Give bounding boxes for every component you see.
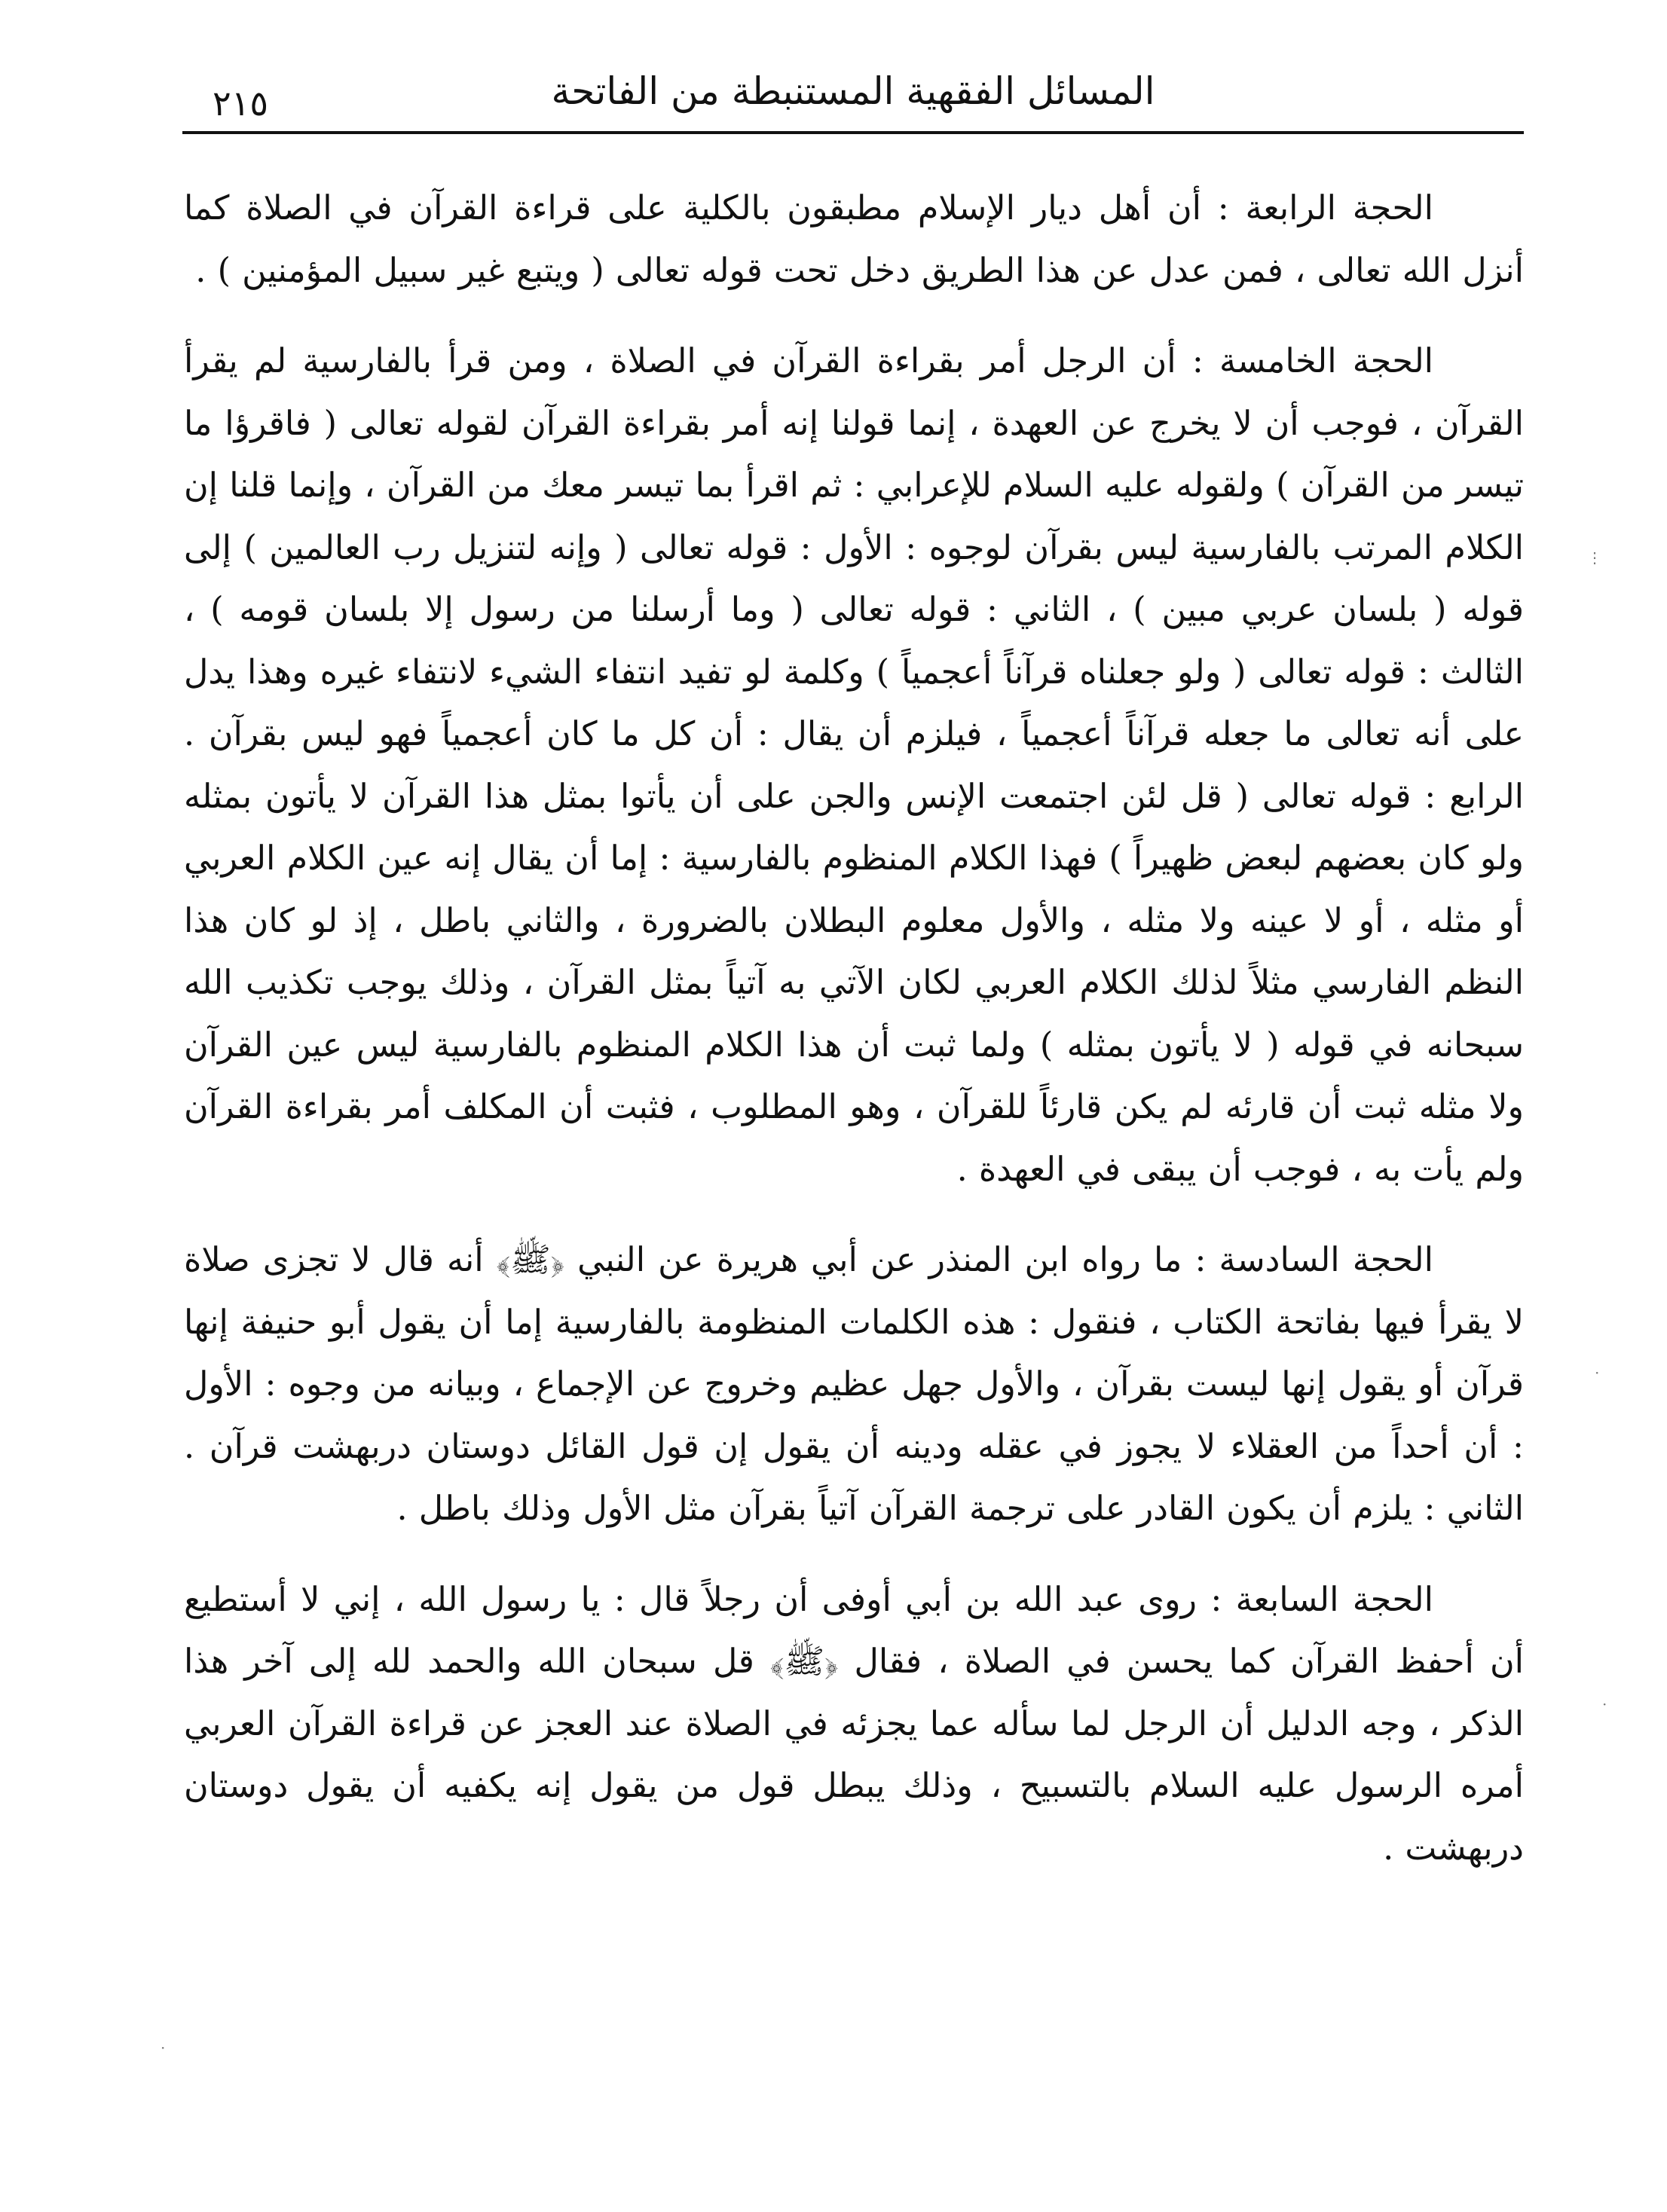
paragraph-label: الحجة السابعة : bbox=[1210, 1580, 1433, 1619]
paragraph-text: أن أهل ديار الإسلام مطبقون بالكلية على قراءة القرآن في الصلاة كما أنزل الله تعالى ، فمن عدل عن هذا الطريق دخل تحت قوله تعالى ( ويتبع غير سبيل المؤمنين ) . bbox=[184, 189, 1524, 290]
paragraph-text: ما رواه ابن المنذر عن أبي هريرة عن النبي ﴿ﷺ﴾ أنه قال لا تجزى صلاة لا يقرأ فيها بفاتحة الكتاب ، فنقول : هذه الكلمات المنظومة بالفارسية إما أن يقول أبو حنيفة إنها قرآن أو يقول إنها ليست بقرآن ، والأول جهل عظيم وخروج عن الإجماع ، وبيانه من وجوه : الأول : أن أحداً من العقلاء لا يجوز في عقله ودينه أن يقول إن قول القائل دوستان دربهشت قرآن . الثاني : يلزم أن يكون القادر على ترجمة القرآن آتياً بقرآن مثل الأول وذلك باطل . bbox=[184, 1241, 1524, 1528]
paragraph-fourth-argument bbox=[184, 178, 1524, 302]
paragraph-label: الحجة السادسة : bbox=[1194, 1241, 1433, 1279]
paragraph-label: الحجة الخامسة : bbox=[1191, 342, 1433, 380]
paragraph-text: أن الرجل أمر بقراءة القرآن في الصلاة ، ومن قرأ بالفارسية لم يقرأ القرآن ، فوجب أن لا يخرج عن العهدة ، إنما قولنا إنه أمر بقراءة القرآن لقوله تعالى ( فاقرؤا ما تيسر من القرآن ) ولقوله عليه السلام للإعرابي : ثم اقرأ بما تيسر معك من القرآن ، وإنما قلنا إن الكلام المرتب بالفارسية ليس بقرآن لوجوه : الأول : قوله تعالى ( وإنه لتنزيل رب العالمين ) إلى قوله ( بلسان عربي مبين ) ، الثاني : قوله تعالى ( وما أرسلنا من رسول إلا بلسان قومه ) ، الثالث : قوله تعالى ( ولو جعلناه قرآناً أعجمياً ) وكلمة لو تفيد انتفاء الشيء لانتفاء غيره وهذا يدل على أنه تعالى ما جعله قرآناً أعجمياً ، فيلزم أن يقال : أن كل ما كان أعجمياً فهو ليس بقرآن . الرابع : قوله تعالى ( قل لئن اجتمعت الإنس والجن على أن يأتوا بمثل هذا القرآن لا يأتون بمثله ولو كان بعضهم لبعض ظهيراً ) فهذا الكلام المنظوم بالفارسية : إما أن يقال إنه عين الكلام العربي أو مثله ، أو لا عينه ولا مثله ، والأول معلوم البطلان بالضرورة ، والثاني باطل ، إذ لو كان هذا النظم الفارسي مثلاً لذلك الكلام العربي لكان الآتي به آتياً بمثل القرآن ، وذلك يوجب تكذيب الله سبحانه في قوله ( لا يأتون بمثله ) ولما ثبت أن هذا الكلام المنظوم بالفارسية ليس عين القرآن ولا مثله ثبت أن قارئه لم يكن قارئاً للقرآن ، وهو المطلوب ، فثبت أن المكلف أمر بقراءة القرآن ولم يأت به ، فوجب أن يبقى في العهدة . bbox=[184, 342, 1524, 1189]
scan-speck: ⋮ bbox=[1587, 548, 1602, 567]
paragraph-label: الحجة الرابعة : bbox=[1217, 189, 1433, 228]
scan-speck: · bbox=[1595, 1364, 1600, 1382]
scan-speck: · bbox=[1602, 1695, 1607, 1713]
paragraph-sixth-argument bbox=[184, 1230, 1524, 1541]
page-header bbox=[182, 66, 1524, 134]
page-body bbox=[184, 178, 1524, 1908]
paragraph-fifth-argument bbox=[184, 331, 1524, 1201]
header-divider bbox=[182, 131, 1524, 134]
scan-speck: · bbox=[161, 2039, 166, 2057]
running-title: المسائل الفقهية المستنبطة من الفاتحة bbox=[551, 69, 1155, 113]
paragraph-text: روى عبد الله بن أبي أوفى أن رجلاً قال : يا رسول الله ، إني لا أستطيع أن أحفظ القرآن كما يحسن في الصلاة ، فقال ﴿ﷺ﴾ قل سبحان الله والحمد لله إلى آخر هذا الذكر ، وجه الدليل أن الرجل لما سأله عما يجزئه في الصلاة عند العجز عن قراءة القرآن العربي أمره الرسول عليه السلام بالتسبيح ، وذلك يبطل قول من يقول إنه يكفيه أن يقول دوستان دربهشت . bbox=[184, 1580, 1524, 1868]
page-number: ٢١٥ bbox=[213, 83, 269, 124]
paragraph-seventh-argument bbox=[184, 1569, 1524, 1881]
